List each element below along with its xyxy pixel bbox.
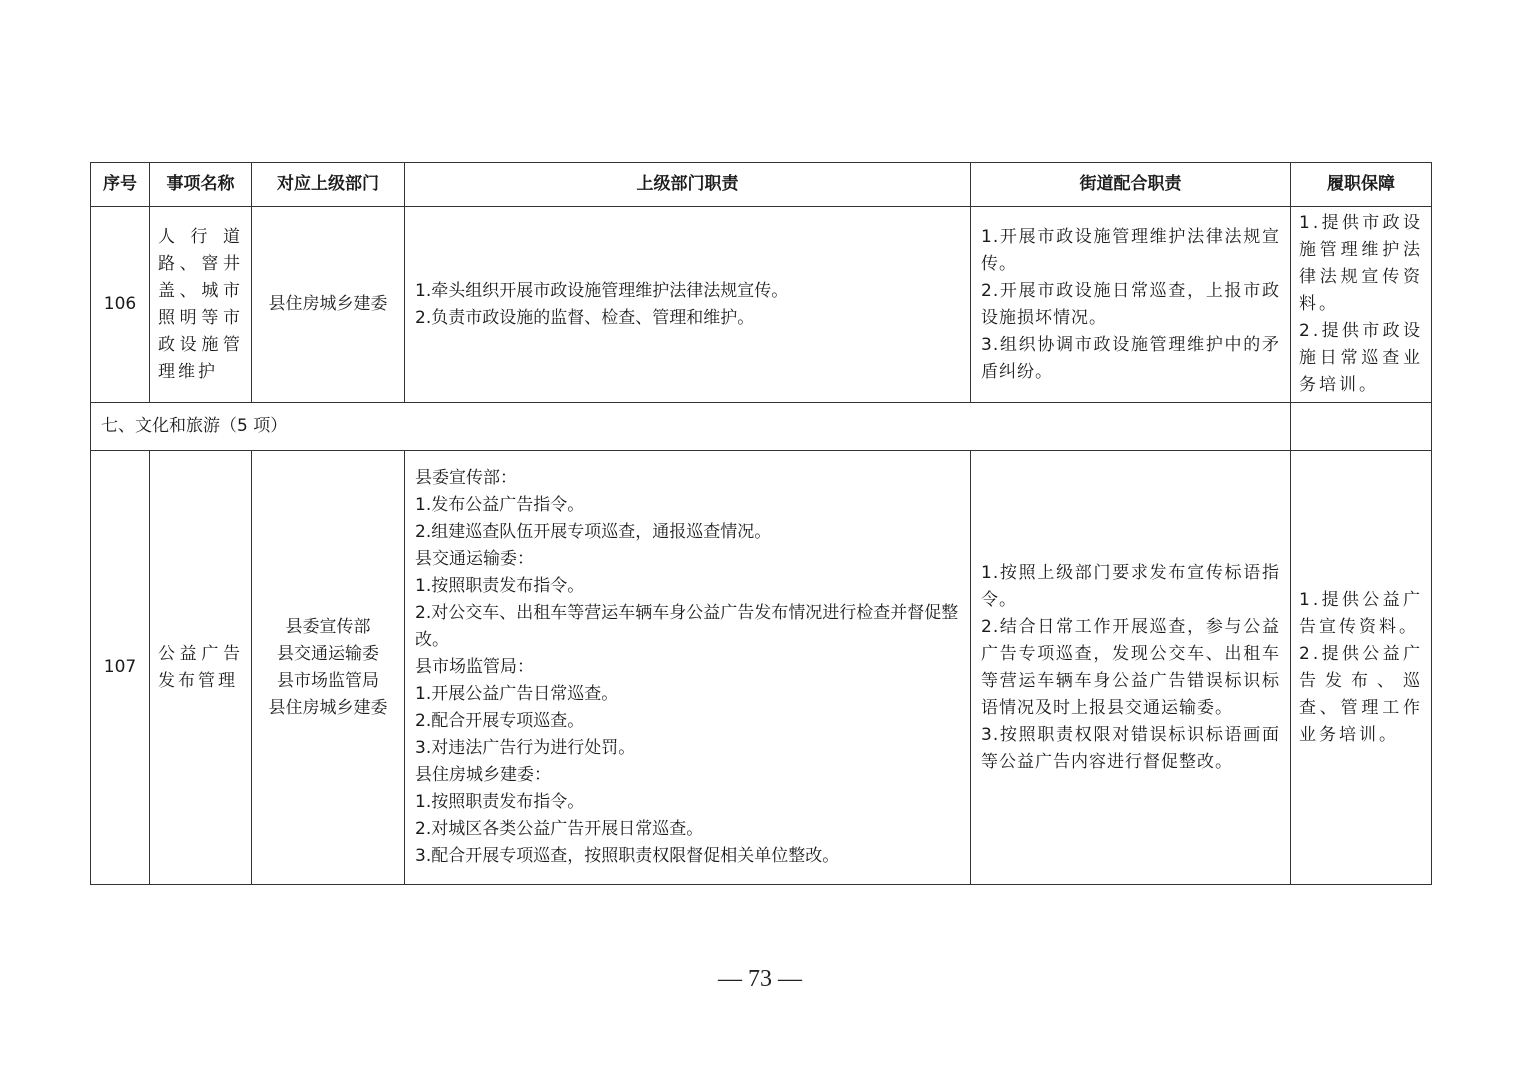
duty-line: 县市场监管局： <box>415 657 534 677</box>
header-item: 事项名称 <box>150 163 252 207</box>
duty-line: 2.负责市政设施的监督、检查、管理和维护。 <box>415 307 755 328</box>
header-superior-duties: 上级部门职责 <box>405 163 971 207</box>
table-header-row <box>91 163 1432 207</box>
table-row <box>91 451 1432 885</box>
duty-line: 1.按照上级部门要求发布宣传标语指令。 <box>981 562 1280 610</box>
row-guarantee <box>1291 207 1432 403</box>
row-street-duties <box>971 207 1291 403</box>
duty-line: 1.开展市政设施管理维护法律法规宣传。 <box>981 226 1280 274</box>
duty-line: 1.发布公益广告指令。 <box>415 495 585 515</box>
row-departments <box>252 451 405 885</box>
duty-line: 2.结合日常工作开展巡查，参与公益广告专项巡查，发现公交车、出租车等营运车辆车身公益广告错误标识标语情况及时上报县交通运输委。 <box>981 616 1280 718</box>
guarantee-line: 1.提供市政设施管理维护法律法规宣传资料。 <box>1299 213 1423 314</box>
department-name: 县市场监管局 <box>277 670 379 691</box>
page-number: — 73 — <box>718 966 802 992</box>
row-guarantee <box>1291 451 1432 885</box>
department-name: 县委宣传部 <box>285 616 371 637</box>
header-no: 序号 <box>91 163 150 207</box>
duty-line: 县交通运输委： <box>415 549 534 569</box>
row-superior-duties <box>405 207 971 403</box>
duty-table <box>90 162 1432 885</box>
row-no: 106 <box>91 207 150 403</box>
row-street-duties <box>971 451 1291 885</box>
duty-line: 3.配合开展专项巡查，按照职责权限督促相关单位整改。 <box>415 846 840 866</box>
header-street-duties: 街道配合职责 <box>971 163 1291 207</box>
duty-line: 3.按照职责权限对错误标识标语画面等公益广告内容进行督促整改。 <box>981 724 1280 772</box>
section-title: 七、文化和旅游（5 项） <box>91 403 1291 451</box>
duty-line: 1.按照职责发布指令。 <box>415 792 585 812</box>
row-item: 公益广告发布管理 <box>150 451 252 885</box>
header-guarantee: 履职保障 <box>1291 163 1432 207</box>
row-no: 107 <box>91 451 150 885</box>
duty-line: 1.牵头组织开展市政设施管理维护法律法规宣传。 <box>415 280 789 301</box>
duty-line: 2.对公交车、出租车等营运车辆车身公益广告发布情况进行检查并督促整改。 <box>415 603 959 650</box>
duty-line: 2.组建巡查队伍开展专项巡查，通报巡查情况。 <box>415 522 772 542</box>
duty-line: 1.开展公益广告日常巡查。 <box>415 684 619 704</box>
row-departments <box>252 207 405 403</box>
row-item: 人行道路、窨井盖、城市照明等市政设施管理维护 <box>150 207 252 403</box>
department-name: 县住房城乡建委 <box>268 697 388 718</box>
section-empty-cell <box>1291 403 1432 451</box>
duty-line: 1.按照职责发布指令。 <box>415 576 585 596</box>
duty-line: 3.组织协调市政设施管理维护中的矛盾纠纷。 <box>981 334 1280 382</box>
guarantee-line: 2.提供市政设施日常巡查业务培训。 <box>1299 321 1423 395</box>
duty-line: 2.对城区各类公益广告开展日常巡查。 <box>415 819 704 839</box>
section-row <box>91 403 1432 451</box>
guarantee-line: 2.提供公益广告发布、巡查、管理工作业务培训。 <box>1299 643 1423 745</box>
duty-line: 3.对违法广告行为进行处罚。 <box>415 738 636 758</box>
header-department: 对应上级部门 <box>252 163 405 207</box>
duty-line: 县委宣传部： <box>415 468 517 488</box>
duty-line: 县住房城乡建委： <box>415 765 551 785</box>
guarantee-line: 1.提供公益广告宣传资料。 <box>1299 589 1423 637</box>
duty-line: 2.开展市政设施日常巡查，上报市政设施损坏情况。 <box>981 280 1280 328</box>
row-superior-duties <box>405 451 971 885</box>
department-name: 县住房城乡建委 <box>268 294 388 314</box>
duty-line: 2.配合开展专项巡查。 <box>415 711 585 731</box>
department-name: 县交通运输委 <box>277 643 379 664</box>
table-row <box>91 207 1432 403</box>
